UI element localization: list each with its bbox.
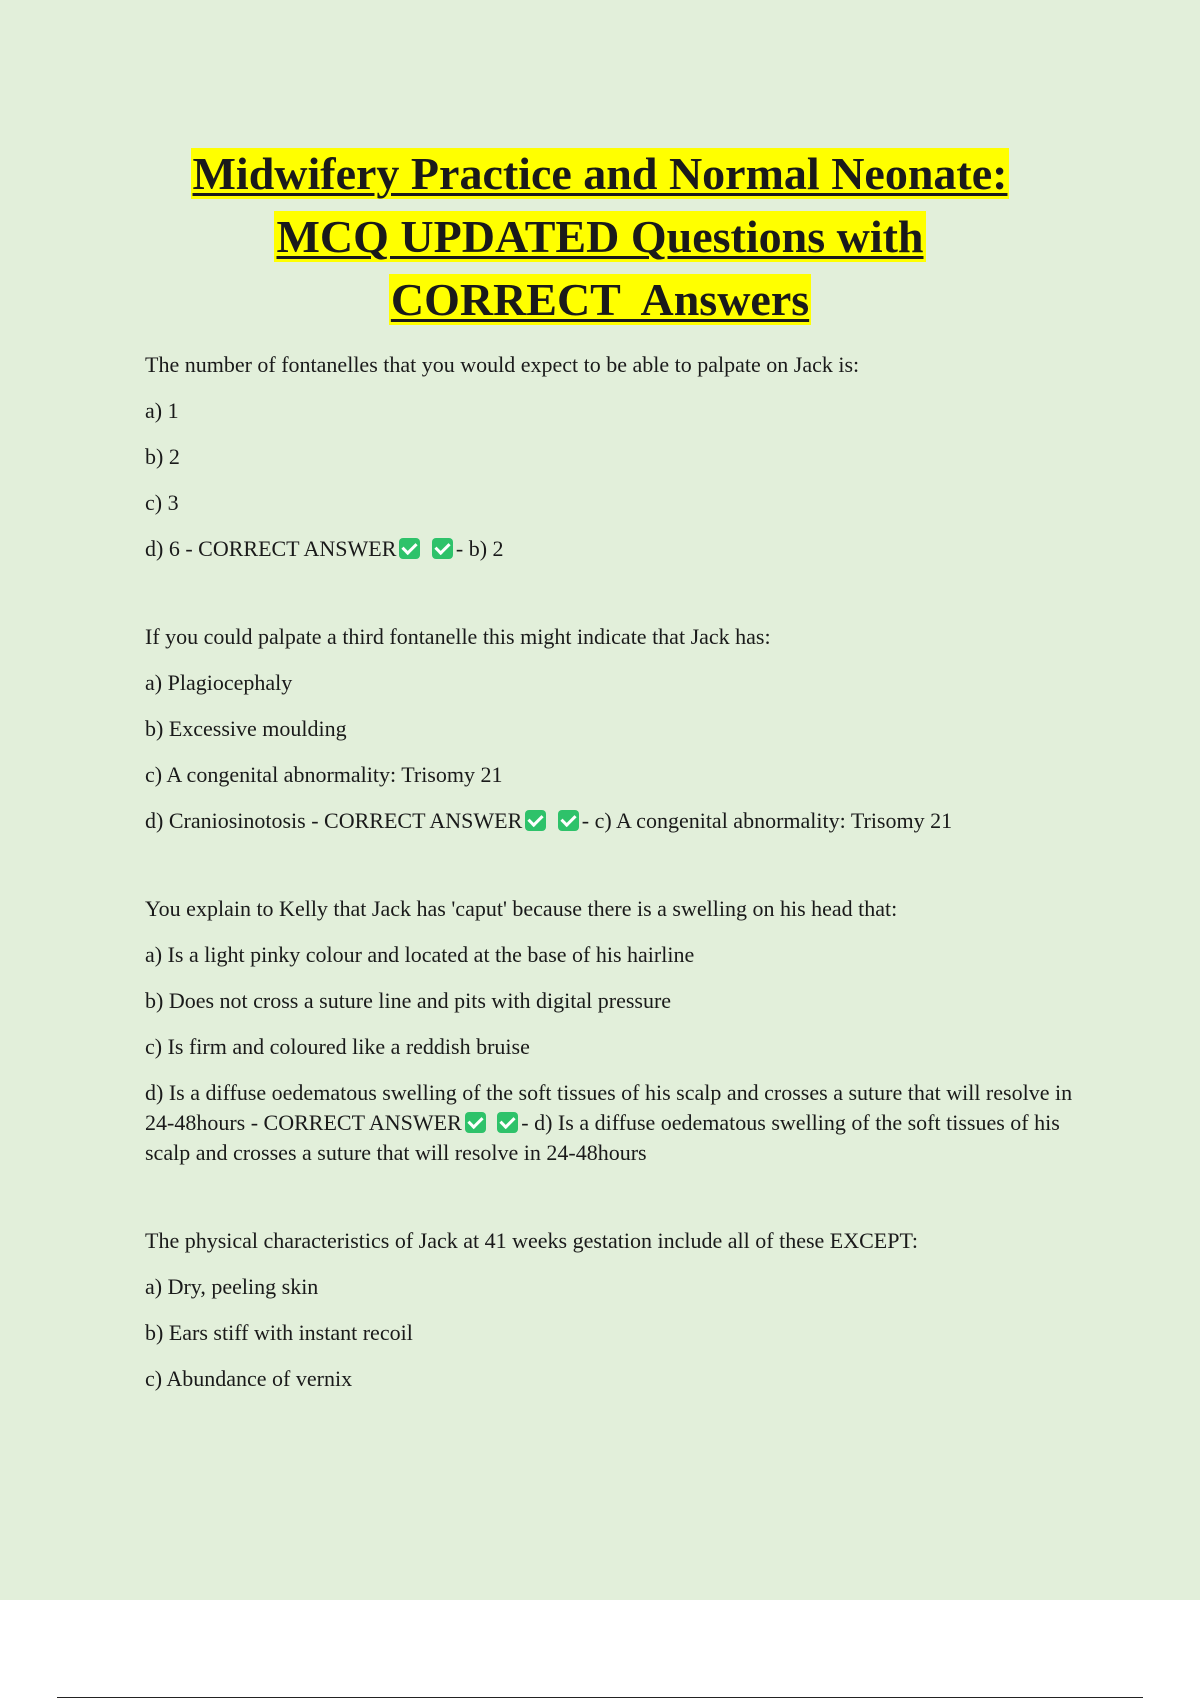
option-c: c) Abundance of vernix [145, 1366, 353, 1391]
check-icon [497, 1112, 518, 1133]
question-3 [145, 894, 1080, 1168]
check-icon [399, 538, 420, 559]
correct-answer-text: - d) Is a diffuse oedematous swelling of the soft tissues of his scalp and crosses a suture that will resolve in 24-48hours [145, 1110, 1060, 1165]
title-line-2: MCQ UPDATED Questions with [276, 211, 924, 262]
option-d: d) Is a diffuse oedematous swelling of the soft tissues of his scalp and crosses a suture that will resolve in 24-48hours [145, 1080, 1073, 1135]
question-2 [145, 622, 1080, 836]
option-b: b) Excessive moulding [145, 716, 347, 741]
correct-answer-text: - c) A congenital abnormality: Trisomy 21 [581, 808, 953, 833]
option-a: a) Plagiocephaly [145, 670, 293, 695]
option-d: d) Craniosinotosis [145, 808, 306, 833]
correct-answer-marker: - CORRECT ANSWER [311, 808, 523, 833]
option-a: a) Is a light pinky colour and located at the base of his hairline [145, 942, 695, 967]
check-icon [432, 538, 453, 559]
option-b: b) Ears stiff with instant recoil [145, 1320, 413, 1345]
option-a: a) 1 [145, 398, 179, 423]
document-title [150, 142, 1050, 331]
footer-divider [57, 1697, 1143, 1698]
questions-list [145, 350, 1080, 1452]
title-line-3: CORRECT Answers [390, 274, 810, 325]
option-a: a) Dry, peeling skin [145, 1274, 319, 1299]
title-line-1: Midwifery Practice and Normal Neonate: [192, 148, 1008, 199]
option-d-with-answer [145, 1078, 1080, 1168]
option-b: b) 2 [145, 444, 180, 469]
option-b: b) Does not cross a suture line and pits with digital pressure [145, 988, 672, 1013]
question-4 [145, 1226, 1080, 1394]
option-d-with-answer [145, 806, 1080, 836]
check-icon [558, 810, 579, 831]
question-stem: You explain to Kelly that Jack has 'caput' because there is a swelling on his head that: [145, 896, 898, 921]
question-1 [145, 350, 1080, 564]
check-icon [525, 810, 546, 831]
question-stem: If you could palpate a third fontanelle this might indicate that Jack has: [145, 624, 771, 649]
question-stem: The physical characteristics of Jack at 41 weeks gestation include all of these EXCEPT: [145, 1228, 918, 1253]
correct-answer-marker: - CORRECT ANSWER [185, 536, 397, 561]
option-c: c) Is firm and coloured like a reddish bruise [145, 1034, 530, 1059]
option-d: d) 6 [145, 536, 180, 561]
check-icon [465, 1112, 486, 1133]
question-stem: The number of fontanelles that you would expect to be able to palpate on Jack is: [145, 352, 860, 377]
option-c: c) 3 [145, 490, 179, 515]
correct-answer-text: - b) 2 [455, 536, 504, 561]
option-d-with-answer [145, 534, 1080, 564]
correct-answer-marker: - CORRECT ANSWER [250, 1110, 462, 1135]
option-c: c) A congenital abnormality: Trisomy 21 [145, 762, 503, 787]
